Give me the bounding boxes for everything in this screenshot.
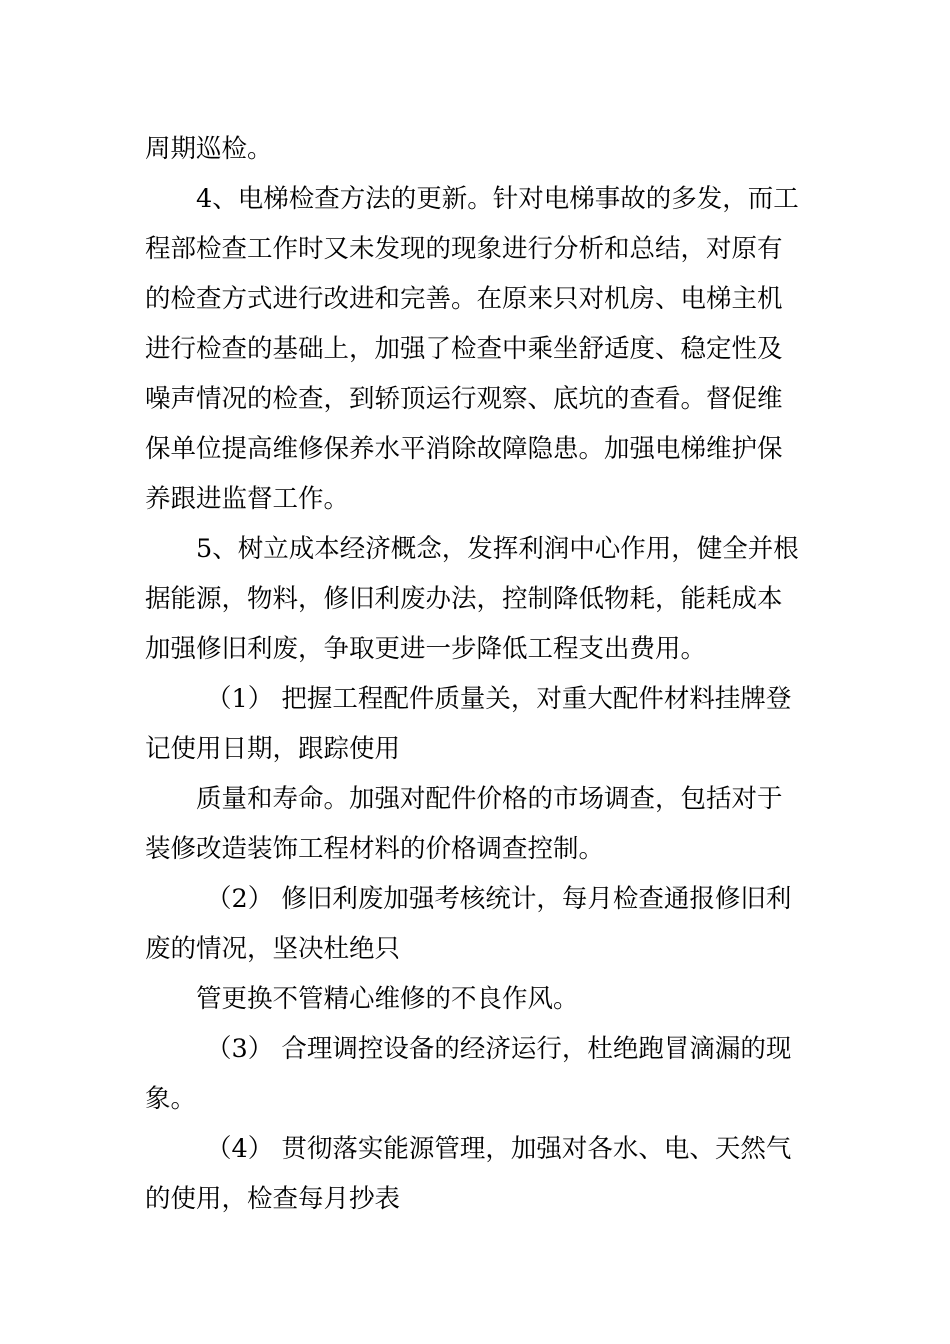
text-line: 4、电梯检查方法的更新。针对电梯事故的多发，而工 [196, 184, 799, 214]
text-line: 记使用日期，跟踪使用 [145, 734, 401, 764]
text-line: 噪声情况的检查，到轿顶运行观察、底坑的查看。督促维 [145, 384, 783, 414]
text-line: 象。 [145, 1084, 197, 1114]
text-line: （1） 把握工程配件质量关，对重大配件材料挂牌登 [206, 684, 792, 714]
text-line: （2） 修旧利废加强考核统计，每月检查通报修旧利 [206, 884, 792, 914]
text-line: 废的情况，坚决杜绝只 [145, 934, 401, 964]
text-line: 质量和寿命。加强对配件价格的市场调查，包括对于 [196, 784, 783, 814]
text-line: 进行检查的基础上，加强了检查中乘坐舒适度、稳定性及 [145, 334, 783, 364]
text-line: 程部检查工作时又未发现的现象进行分析和总结，对原有 [145, 234, 783, 264]
text-line: 的使用，检查每月抄表 [145, 1184, 401, 1214]
text-line: 养跟进监督工作。 [145, 484, 350, 514]
text-line: 据能源，物料，修旧利废办法，控制降低物耗，能耗成本 [145, 584, 783, 614]
text-line: 保单位提高维修保养水平消除故障隐患。加强电梯维护保 [145, 434, 783, 464]
text-line: （4） 贯彻落实能源管理，加强对各水、电、天然气 [206, 1134, 792, 1164]
text-line: 装修改造装饰工程材料的价格调查控制。 [145, 834, 605, 864]
text-line: （3） 合理调控设备的经济运行，杜绝跑冒滴漏的现 [206, 1034, 792, 1064]
text-line: 管更换不管精心维修的不良作风。 [196, 984, 579, 1014]
text-line: 的检查方式进行改进和完善。在原来只对机房、电梯主机 [145, 284, 783, 314]
text-line: 周期巡检。 [145, 134, 273, 164]
text-line: 加强修旧利废，争取更进一步降低工程支出费用。 [145, 634, 707, 664]
text-line: 5、树立成本经济概念，发挥利润中心作用，健全并根 [196, 534, 799, 564]
